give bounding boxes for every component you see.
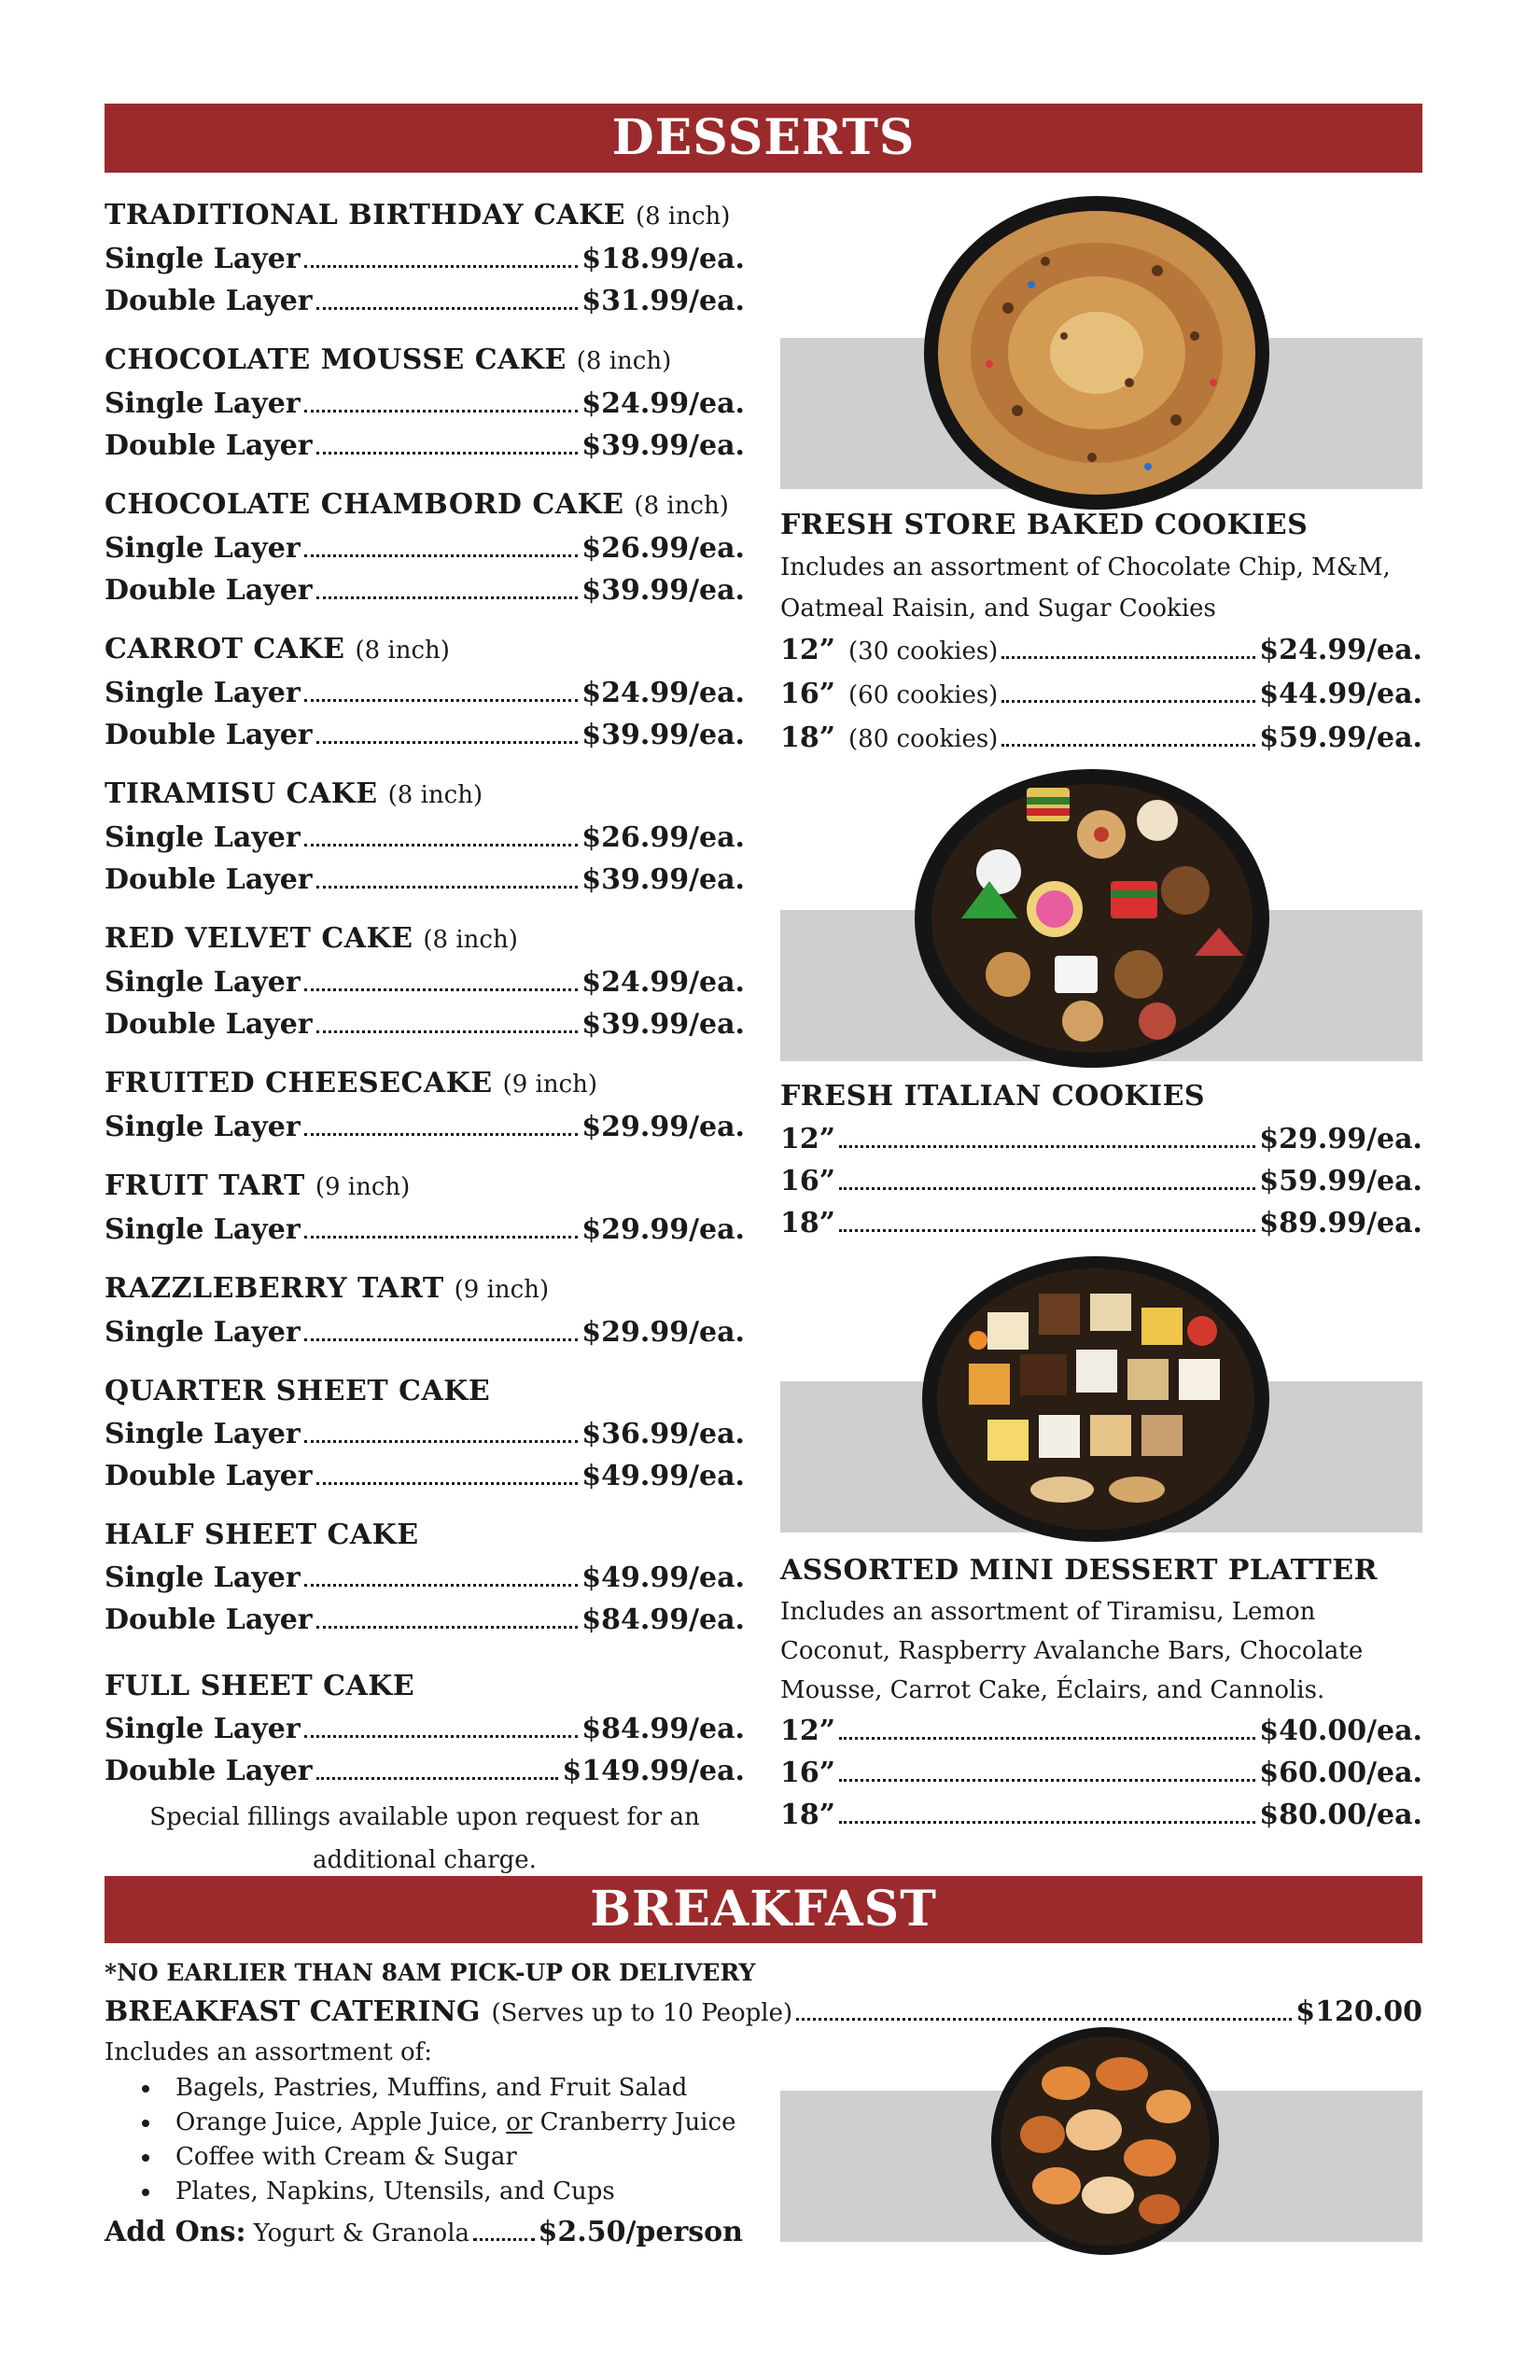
price-row [105, 672, 745, 714]
price-row [105, 1708, 745, 1750]
cake-name: FRUIT TART [105, 1169, 305, 1202]
breakfast-title: BREAKFAST [590, 1881, 937, 1938]
breakfast-catering-row [105, 1992, 1422, 2034]
dot-leader [839, 1821, 1255, 1824]
price-row [780, 717, 1422, 761]
dot-leader [316, 307, 579, 310]
row-label: Single Layer [105, 1111, 301, 1143]
cake-size: (8 inch) [634, 492, 729, 520]
cake-size: (9 inch) [315, 1173, 411, 1201]
row-price: $36.99/ea. [581, 1418, 745, 1450]
juice-text-b: Cranberry Juice [532, 2108, 736, 2136]
row-price: $80.00/ea. [1259, 1799, 1422, 1831]
row-price: $29.99/ea. [581, 1213, 745, 1246]
row-price: $149.99/ea. [562, 1755, 745, 1787]
row-label: Double Layer [105, 863, 313, 896]
row-label: Single Layer [105, 532, 301, 565]
italian-cookies-tray-image [915, 769, 1269, 1068]
row-price: $18.99/ea. [581, 243, 745, 275]
mini-dessert-section [780, 1549, 1422, 1836]
breakfast-banner [105, 1876, 1422, 1943]
row-label: 18” [780, 1207, 836, 1239]
dot-leader [304, 554, 579, 557]
cookies-title: FRESH STORE BAKED COOKIES [780, 509, 1309, 541]
cake-item [105, 773, 745, 901]
price-row [105, 1413, 745, 1455]
price-row [105, 714, 745, 756]
cake-name: QUARTER SHEET CAKE [105, 1375, 491, 1407]
cake-name: HALF SHEET CAKE [105, 1519, 419, 1551]
row-label: Double Layer [105, 1008, 313, 1041]
cake-item [105, 1514, 745, 1641]
row-label: 16” [780, 1165, 836, 1197]
row-label: Single Layer [105, 1713, 301, 1745]
cake-item [105, 194, 745, 322]
pickup-note: *NO EARLIER THAN 8AM PICK-UP OR DELIVERY [105, 1959, 756, 1986]
row-qualifier: (80 cookies) [848, 725, 999, 753]
row-label: Double Layer [105, 429, 313, 462]
dot-leader [839, 1779, 1255, 1782]
dot-leader [304, 1236, 579, 1239]
dot-leader [316, 1482, 579, 1485]
dot-leader [839, 1229, 1255, 1232]
row-label: 18” [780, 721, 836, 754]
row-price: $39.99/ea. [581, 1008, 745, 1041]
cake-item [105, 1062, 745, 1148]
row-label: 12” [780, 1123, 836, 1155]
cake-size: (8 inch) [423, 926, 518, 954]
list-item: • Coffee with Cream & Sugar [162, 2140, 1422, 2175]
row-label: Double Layer [105, 574, 313, 607]
price-row [105, 961, 745, 1003]
price-row [780, 1202, 1422, 1244]
cookies-description: Includes an assortment of Chocolate Chip, M&M, Oatmeal Raisin, and Sugar Cookies [780, 553, 1391, 623]
mini-dessert-tray-image [922, 1256, 1269, 1542]
row-price: $26.99/ea. [581, 821, 745, 854]
dot-leader [473, 2238, 535, 2241]
row-label: 16” [780, 678, 836, 710]
row-price: $59.99/ea. [1259, 1165, 1422, 1197]
row-price: $24.99/ea. [1259, 634, 1422, 666]
dot-leader [839, 1737, 1255, 1740]
price-row [105, 280, 745, 322]
list-item: • Plates, Napkins, Utensils, and Cups [162, 2175, 1422, 2209]
row-label: Single Layer [105, 966, 301, 999]
price-row [780, 1752, 1422, 1794]
addon-row [105, 2211, 743, 2255]
cake-name: FRUITED CHEESECAKE [105, 1067, 493, 1099]
dot-leader [316, 741, 579, 744]
row-price: $29.99/ea. [581, 1111, 745, 1143]
row-price: $59.99/ea. [1259, 721, 1422, 754]
dot-leader [304, 988, 579, 991]
dot-leader [316, 886, 579, 889]
row-label: Double Layer [105, 1755, 313, 1787]
dot-leader [316, 1030, 579, 1033]
row-price: $84.99/ea. [581, 1603, 745, 1636]
price-row [105, 238, 745, 280]
italian-cookies-graphic [915, 769, 1269, 1068]
price-row [105, 527, 745, 569]
price-row [105, 1599, 745, 1641]
cake-name: FULL SHEET CAKE [105, 1670, 415, 1702]
price-row [105, 1557, 745, 1599]
row-label: Double Layer [105, 719, 313, 751]
italian-section [780, 1075, 1422, 1244]
row-label: Single Layer [105, 1561, 301, 1594]
row-price: $39.99/ea. [581, 429, 745, 462]
mini-dessert-graphic [922, 1256, 1269, 1542]
dot-leader [304, 699, 579, 702]
dot-leader [304, 1440, 579, 1443]
cakes-column [105, 194, 745, 1882]
row-price: $89.99/ea. [1259, 1207, 1422, 1239]
price-row [105, 1455, 745, 1497]
row-label: Single Layer [105, 1418, 301, 1450]
row-price: $29.99/ea. [1259, 1123, 1422, 1155]
dot-leader [304, 410, 579, 413]
cake-name: RED VELVET CAKE [105, 922, 413, 955]
price-row [105, 383, 745, 425]
breakfast-name: BREAKFAST CATERING [105, 1995, 481, 2028]
price-row [105, 1750, 745, 1792]
breakfast-serves: (Serves up to 10 People) [491, 1999, 793, 2027]
breakfast-pastry-graphic [991, 2027, 1219, 2255]
cake-item [105, 628, 745, 756]
row-price: $31.99/ea. [581, 285, 745, 317]
cake-item [105, 1665, 745, 1792]
row-price: $84.99/ea. [581, 1713, 745, 1745]
cake-size: (9 inch) [502, 1071, 598, 1099]
price-row [105, 569, 745, 611]
dot-leader [1001, 656, 1255, 659]
breakfast-tray-image [991, 2027, 1219, 2255]
price-row [780, 1710, 1422, 1752]
cake-size: (8 inch) [576, 347, 672, 375]
row-label: Single Layer [105, 1316, 301, 1349]
row-label: Single Layer [105, 243, 301, 275]
row-label: 18” [780, 1799, 836, 1831]
dot-leader [839, 1187, 1255, 1190]
addon-label: Add Ons: [105, 2216, 246, 2248]
addon-price: $2.50/person [538, 2216, 743, 2248]
breakfast-includes: Includes an assortment of: [105, 2038, 433, 2066]
price-row [105, 859, 745, 901]
price-row [780, 673, 1422, 717]
row-price: $49.99/ea. [581, 1460, 745, 1492]
row-price: $24.99/ea. [581, 387, 745, 420]
row-price: $24.99/ea. [581, 966, 745, 999]
row-price: $39.99/ea. [581, 574, 745, 607]
price-row [780, 1118, 1422, 1160]
dot-leader [316, 1626, 579, 1629]
price-row [780, 1794, 1422, 1836]
dot-leader [316, 452, 579, 455]
cake-name: TIRAMISU CAKE [105, 777, 378, 810]
dot-leader [304, 1735, 579, 1738]
cake-size: (9 inch) [454, 1276, 550, 1304]
cookie-tray-image [924, 196, 1269, 510]
row-price: $39.99/ea. [581, 863, 745, 896]
cookies-section [780, 504, 1422, 761]
italian-title: FRESH ITALIAN COOKIES [780, 1080, 1206, 1113]
cake-name: CARROT CAKE [105, 633, 345, 665]
row-price: $40.00/ea. [1259, 1715, 1422, 1747]
cake-item [105, 917, 745, 1045]
juice-or: or [506, 2108, 533, 2136]
row-label: Double Layer [105, 1603, 313, 1636]
row-price: $39.99/ea. [581, 719, 745, 751]
dot-leader [304, 265, 579, 268]
dot-leader [796, 2018, 1292, 2021]
price-row [105, 425, 745, 467]
list-item: • Bagels, Pastries, Muffins, and Fruit Salad [162, 2071, 1422, 2106]
cake-size: (8 inch) [355, 637, 450, 665]
cake-item [105, 1267, 745, 1353]
cake-name: RAZZLEBERRY TART [105, 1272, 444, 1305]
dot-leader [1001, 744, 1255, 747]
row-price: $24.99/ea. [581, 677, 745, 709]
cake-size: (8 inch) [635, 203, 731, 231]
row-price: $29.99/ea. [581, 1316, 745, 1349]
cake-item [105, 1370, 745, 1497]
row-label: Single Layer [105, 387, 301, 420]
dot-leader [1001, 700, 1255, 703]
row-label: 12” [780, 634, 836, 666]
row-price: $60.00/ea. [1259, 1757, 1422, 1789]
row-label: Single Layer [105, 821, 301, 854]
juice-text-a: Orange Juice, Apple Juice, [175, 2108, 507, 2136]
desserts-title: DESSERTS [611, 109, 916, 166]
mini-dessert-description: Includes an assortment of Tiramisu, Lemon Coconut, Raspberry Avalanche Bars, Chocolate Mousse, Carrot Cake, Éclairs, and Cannolis. [780, 1598, 1364, 1704]
row-label: Double Layer [105, 285, 313, 317]
row-label: 12” [780, 1715, 836, 1747]
price-row [105, 817, 745, 859]
row-label: Double Layer [105, 1460, 313, 1492]
cake-item [105, 483, 745, 611]
row-qualifier: (30 cookies) [848, 637, 999, 665]
cake-name: CHOCOLATE MOUSSE CAKE [105, 343, 567, 376]
mini-dessert-title: ASSORTED MINI DESSERT PLATTER [780, 1554, 1379, 1587]
row-price: $26.99/ea. [581, 532, 745, 565]
dot-leader [304, 844, 579, 847]
dot-leader [316, 596, 579, 599]
cake-name: CHOCOLATE CHAMBORD CAKE [105, 488, 624, 521]
price-row [105, 1003, 745, 1045]
fillings-note: Special fillings available upon request for an additional charge. [149, 1803, 700, 1874]
cake-name: TRADITIONAL BIRTHDAY CAKE [105, 199, 626, 231]
price-row [780, 629, 1422, 673]
cookie-tray-graphic [924, 196, 1269, 510]
row-label: Single Layer [105, 1213, 301, 1246]
cake-item [105, 339, 745, 467]
dot-leader [839, 1145, 1255, 1148]
desserts-banner [105, 104, 1422, 173]
dot-leader [304, 1338, 579, 1341]
dot-leader [304, 1133, 579, 1136]
dot-leader [304, 1584, 579, 1587]
cake-size: (8 inch) [387, 781, 483, 809]
price-row [780, 1160, 1422, 1202]
row-label: 16” [780, 1757, 836, 1789]
addon-item: Yogurt & Granola [253, 2219, 470, 2247]
row-price: $49.99/ea. [581, 1561, 745, 1594]
cake-item [105, 1165, 745, 1251]
row-qualifier: (60 cookies) [848, 681, 999, 709]
row-label: Single Layer [105, 677, 301, 709]
dot-leader [316, 1777, 559, 1780]
row-price: $44.99/ea. [1259, 678, 1422, 710]
breakfast-price: $120.00 [1295, 1995, 1422, 2028]
price-row [105, 1311, 745, 1353]
price-row [105, 1209, 745, 1251]
price-row [105, 1106, 745, 1148]
